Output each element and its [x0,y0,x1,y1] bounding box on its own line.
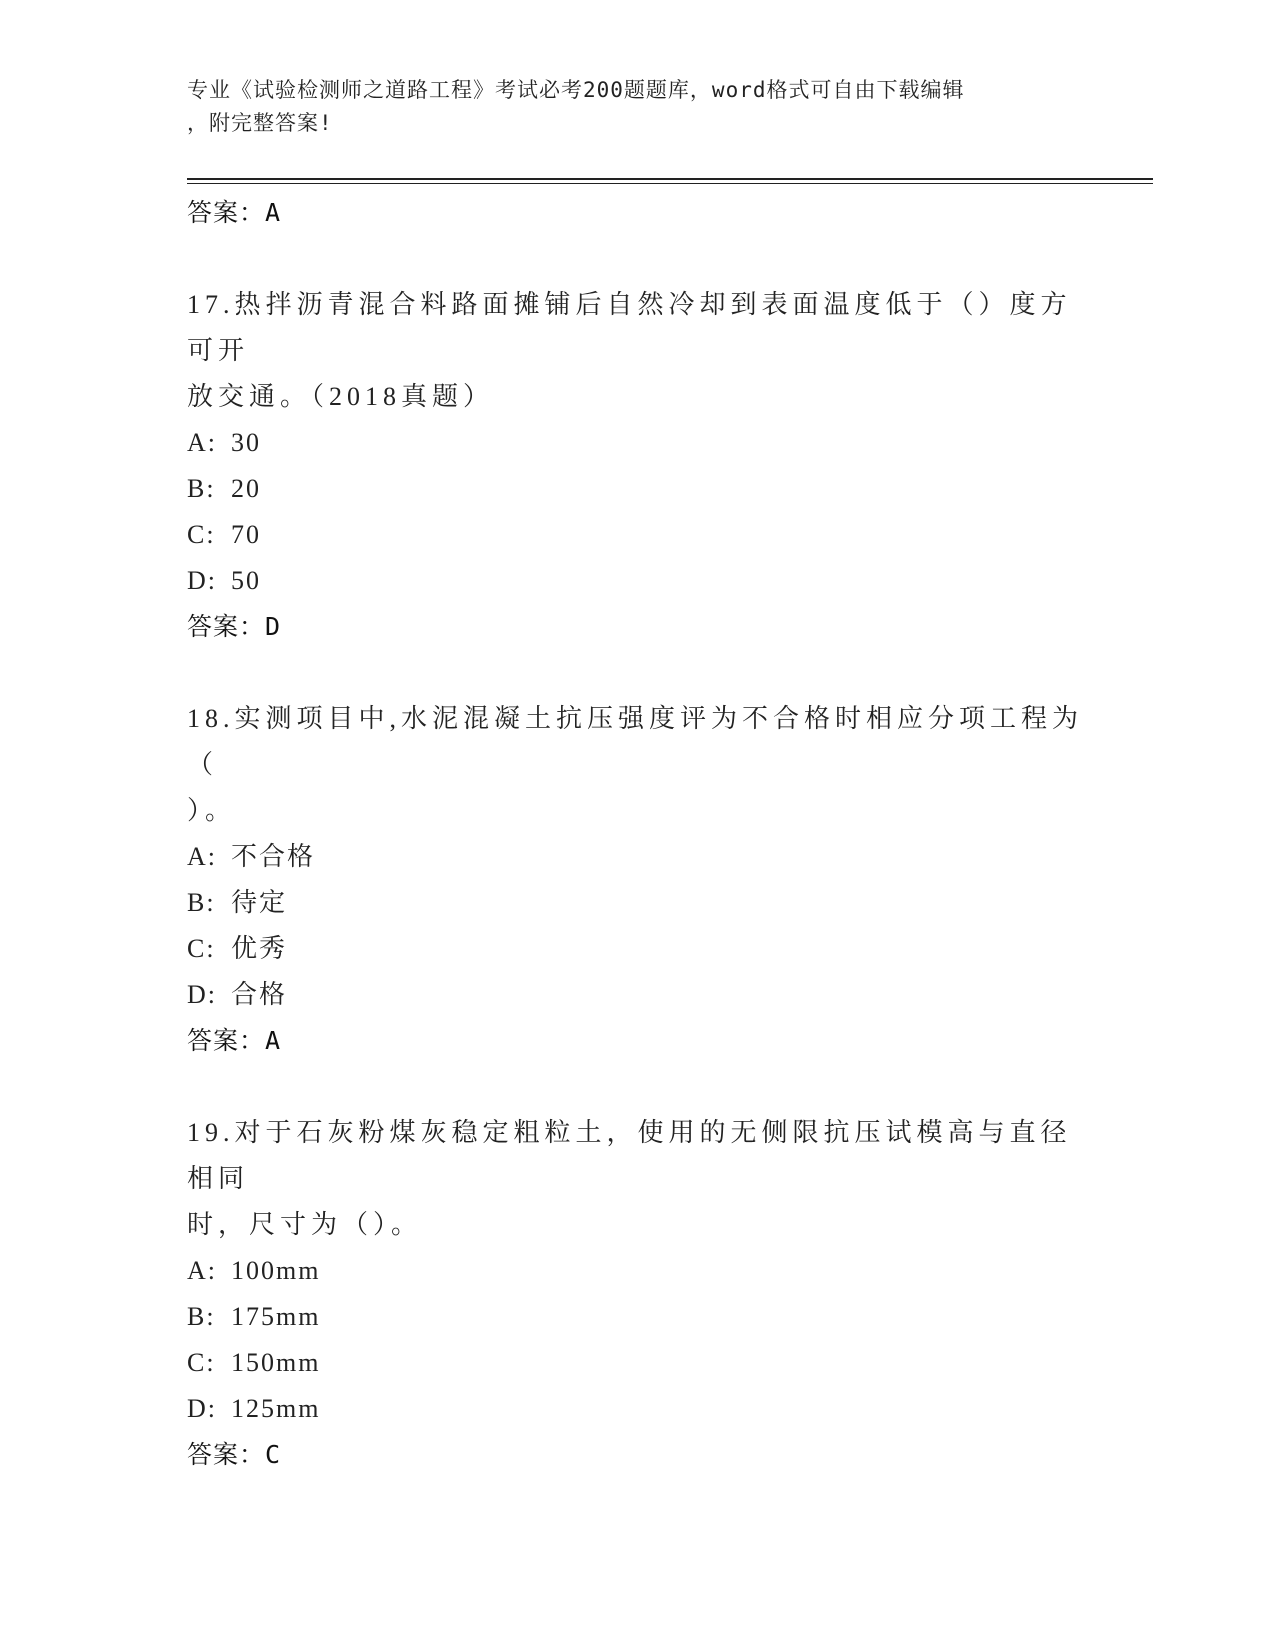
option-letter: C: [187,1348,216,1377]
question-stem-line-1: 17.热拌沥青混合料路面摊铺后自然冷却到表面温度低于（）度方可开 [187,290,1072,365]
option-text: 待定 [231,888,288,917]
option-letter: B: [187,474,216,503]
option-d [187,558,1087,604]
option-letter: A: [187,842,217,871]
question-stem-line-2: 放交通。（2018真题） [187,382,495,411]
header-divider-thin [187,183,1153,184]
answer-line: 答案：C [187,1440,282,1469]
option-a [187,1248,1087,1294]
option-letter: B: [187,1302,216,1331]
option-d [187,972,1087,1018]
question-19 [187,1110,1087,1478]
option-letter: C: [187,520,216,549]
question-stem-line-2: ）。 [187,796,237,825]
option-text: 合格 [231,980,288,1009]
previous-question-answer: 答案：A [187,198,282,227]
option-text: 50 [231,566,261,595]
option-text: 70 [231,520,261,549]
option-text: 不合格 [231,842,316,871]
option-text: 125mm [231,1394,321,1423]
option-d [187,1386,1087,1432]
option-b [187,1294,1087,1340]
option-text: 20 [231,474,261,503]
option-letter: D: [187,980,217,1009]
option-a [187,420,1087,466]
option-letter: D: [187,1394,217,1423]
option-text: 优秀 [231,934,288,963]
question-18 [187,696,1087,1064]
question-stem-line-1: 18.实测项目中,水泥混凝土抗压强度评为不合格时相应分项工程为（ [187,704,1084,779]
option-letter: C: [187,934,216,963]
option-b [187,466,1087,512]
page-header [187,74,1067,140]
option-text: 100mm [231,1256,321,1285]
option-letter: A: [187,428,217,457]
option-c [187,926,1087,972]
answer-line: 答案：D [187,612,282,641]
question-stem-line-2: 时，尺寸为（）。 [187,1210,423,1239]
option-c [187,1340,1087,1386]
option-b [187,880,1087,926]
option-text: 175mm [231,1302,321,1331]
header-divider-thick [187,178,1153,180]
question-list [187,190,1087,1524]
option-a [187,834,1087,880]
option-text: 150mm [231,1348,321,1377]
option-c [187,512,1087,558]
answer-line: 答案：A [187,1026,282,1055]
option-text: 30 [231,428,261,457]
question-17 [187,282,1087,650]
header-title-line-2: ，附完整答案! [187,111,333,135]
question-stem-line-1: 19.对于石灰粉煤灰稳定粗粒土，使用的无侧限抗压试模高与直径相同 [187,1118,1072,1193]
option-letter: B: [187,888,216,917]
option-letter: A: [187,1256,217,1285]
header-title-line-1: 专业《试验检测师之道路工程》考试必考200题题库，word格式可自由下载编辑 [187,78,965,102]
option-letter: D: [187,566,217,595]
